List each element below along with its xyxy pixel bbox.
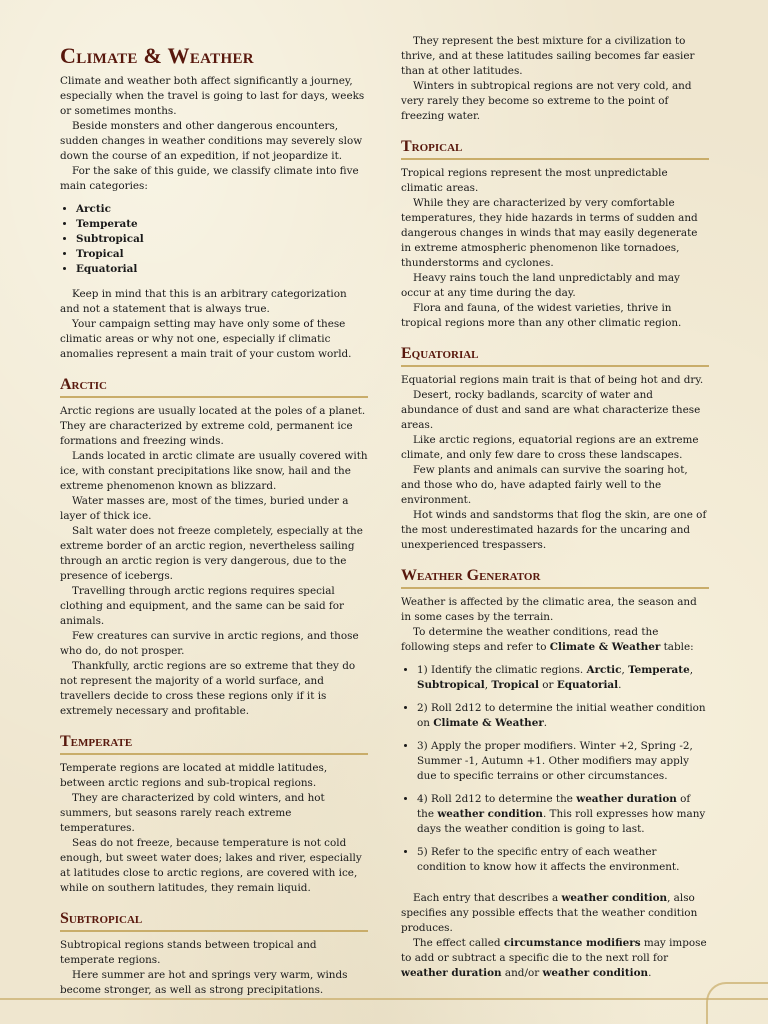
arctic-paragraph: Lands located in arctic climate are usually covered with ice, with constant precipitations like snow, hail and the extreme phenomenon known as blizzard. — [60, 450, 368, 492]
arctic-paragraph: Salt water does not freeze completely, especially at the extreme border of an arctic region, nevertheless sailing through an arctic region is very dangerous, due to the presence of icebergs. — [60, 525, 363, 582]
tropical-paragraph: Heavy rains touch the land unpredictably and may occur at any time during the day. — [401, 272, 680, 299]
term: weather condition — [561, 892, 668, 904]
subtropical-paragraph: Subtropical regions stands between tropical and temperate regions. — [60, 939, 317, 966]
text-run: . — [648, 967, 652, 979]
step-item: • 5) Refer to the specific entry of each weather condition to know how it affects the environment. — [417, 845, 709, 875]
generator-paragraph — [401, 625, 709, 655]
text-run: may impose to add or subtract a specific die to the next roll for — [401, 937, 707, 964]
footer-corner-ornament — [706, 982, 768, 1024]
text-run: , — [484, 679, 492, 691]
body-paragraph: Your campaign setting may have only some of these climatic areas or why not one, especially if climatic anomalies represent a main trait of your custom world. — [60, 318, 352, 360]
text-run: 2) Roll 2d12 to determine the initial weather condition on — [417, 702, 706, 729]
term: Temperate — [628, 664, 690, 676]
text-run: . — [618, 679, 622, 691]
list-item: • Tropical — [76, 247, 368, 262]
page-title: Climate & Weather — [60, 43, 254, 68]
text-run: and/or — [501, 967, 543, 979]
subtropical-paragraph: Winters in subtropical regions are not very cold, and very rarely they become so extreme to the point of freezing water. — [401, 80, 692, 122]
text-run: The effect called — [413, 937, 504, 949]
generator-paragraph — [401, 936, 709, 981]
term: Subtropical — [417, 679, 485, 691]
tropical-paragraph: Flora and fauna, of the widest varieties, thrive in tropical regions more than any other climatic region. — [401, 302, 682, 329]
arctic-paragraph: Travelling through arctic regions requires special clothing and equipment, and the same can be said for animals. — [60, 585, 344, 627]
term: weather condition — [437, 808, 543, 820]
section-heading-equatorial: Equatorial — [401, 345, 709, 367]
climate-category-list — [60, 202, 368, 277]
step-item: • 3) Apply the proper modifiers. Winter +2, Spring -2, Summer -1, Autumn +1. Other modifiers may apply due to specific terrains or other circumstances. — [417, 739, 709, 784]
text-run: To determine the weather conditions, read the following steps and refer to — [401, 626, 659, 653]
table-reference: Climate & Weather — [549, 641, 661, 653]
term: Tropical — [491, 679, 539, 691]
step-item — [417, 701, 709, 731]
step-item — [417, 663, 709, 693]
term: circumstance modifiers — [503, 937, 641, 949]
right-column — [401, 34, 709, 981]
step-item — [417, 792, 709, 837]
text-run: . This roll expresses how many days the weather condition is going to last. — [417, 808, 706, 835]
section-heading-weather-generator: Weather Generator — [401, 567, 709, 589]
term: Arctic — [586, 664, 622, 676]
text-run: of the — [417, 793, 691, 820]
equatorial-paragraph: Equatorial regions main trait is that of being hot and dry. — [401, 374, 704, 386]
arctic-paragraph: Water masses are, most of the times, buried under a layer of thick ice. — [60, 495, 349, 522]
section-heading-subtropical: Subtropical — [60, 910, 368, 932]
list-item: • Temperate — [76, 217, 368, 232]
list-item: • Equatorial — [76, 262, 368, 277]
equatorial-paragraph: Few plants and animals can survive the soaring hot, and those who do, have adapted fairly well to the environment. — [401, 464, 688, 506]
generator-steps-list — [401, 663, 709, 875]
text-run: , — [621, 664, 629, 676]
subtropical-paragraph: Here summer are hot and springs very warm, winds become stronger, as well as strong precipitations. — [60, 969, 348, 996]
term: weather duration — [576, 793, 677, 805]
equatorial-paragraph: Like arctic regions, equatorial regions are an extreme climate, and only few dare to cross these landscapes. — [401, 434, 699, 461]
text-run: 1) Identify the climatic regions. — [417, 664, 587, 676]
arctic-paragraph: Arctic regions are usually located at the poles of a planet. They are characterized by extreme cold, permanent ice formations and freezing winds. — [60, 405, 366, 447]
arctic-paragraph: Thankfully, arctic regions are so extreme that they do not represent the majority of a world surface, and travellers decide to cross these regions only if it is extremely necessary and profitable. — [60, 660, 356, 717]
equatorial-paragraph: Hot winds and sandstorms that flog the skin, are one of the most underestimated hazards for the uncaring and unexperienced trespassers. — [401, 509, 707, 551]
equatorial-paragraph: Desert, rocky badlands, scarcity of water and abundance of dust and sand are what characterize these areas. — [401, 389, 701, 431]
subtropical-paragraph: They represent the best mixture for a civilization to thrive, and at these latitudes sailing becomes far easier than at other latitudes. — [401, 35, 695, 77]
generator-paragraph: Weather is affected by the climatic area, the season and in some cases by the terrain. — [401, 596, 697, 623]
term: weather duration — [401, 967, 502, 979]
table-reference: Climate & Weather — [433, 717, 544, 729]
text-run: , also specifies any possible effects that the weather condition produces. — [401, 892, 698, 934]
tropical-paragraph: While they are characterized by very comfortable temperatures, they hide hazards in terms of sudden and dangerous changes in winds that may easily degenerate in extreme atmospheric phenomenon like tornadoes, thunderstorms and cyclones. — [401, 197, 698, 269]
temperate-paragraph: They are characterized by cold winters, and hot summers, but seasons rarely reach extreme temperatures. — [60, 792, 325, 834]
section-heading-tropical: Tropical — [401, 138, 709, 160]
list-item: • Arctic — [76, 202, 368, 217]
intro-paragraph: For the sake of this guide, we classify climate into five main categories: — [60, 165, 359, 192]
section-heading-temperate: Temperate — [60, 733, 368, 755]
intro-paragraph: Beside monsters and other dangerous encounters, sudden changes in weather conditions may severely slow down the course of an expedition, if not jeopardize it. — [60, 120, 363, 162]
temperate-paragraph: Temperate regions are located at middle latitudes, between arctic regions and sub-tropical regions. — [60, 762, 328, 789]
text-run: Each entry that describes a — [413, 892, 562, 904]
tropical-paragraph: Tropical regions represent the most unpredictable climatic areas. — [401, 167, 668, 194]
text-run: . — [543, 717, 548, 729]
footer-rule — [0, 998, 768, 1010]
term: weather condition — [542, 967, 649, 979]
text-run: table: — [660, 641, 694, 653]
text-run: 4) Roll 2d12 to determine the — [417, 793, 577, 805]
list-item: • Subtropical — [76, 232, 368, 247]
section-heading-arctic: Arctic — [60, 376, 368, 398]
term: Equatorial — [556, 679, 619, 691]
temperate-paragraph: Seas do not freeze, because temperature is not cold enough, but sweet water does; lakes and river, especially at latitudes close to arctic regions, are covered with ice, while on southern latitudes, they remain liquid. — [60, 837, 362, 894]
intro-paragraph: Climate and weather both affect significantly a journey, especially when the travel is going to last for days, weeks or sometimes months. — [60, 75, 365, 117]
text-run: or — [538, 679, 557, 691]
generator-paragraph — [401, 891, 709, 936]
arctic-paragraph: Few creatures can survive in arctic regions, and those who do, do not prosper. — [60, 630, 359, 657]
left-column — [60, 34, 368, 998]
body-paragraph: Keep in mind that this is an arbitrary categorization and not a statement that is always true. — [60, 288, 347, 315]
spacer — [401, 883, 709, 891]
text-run: , — [689, 664, 694, 676]
